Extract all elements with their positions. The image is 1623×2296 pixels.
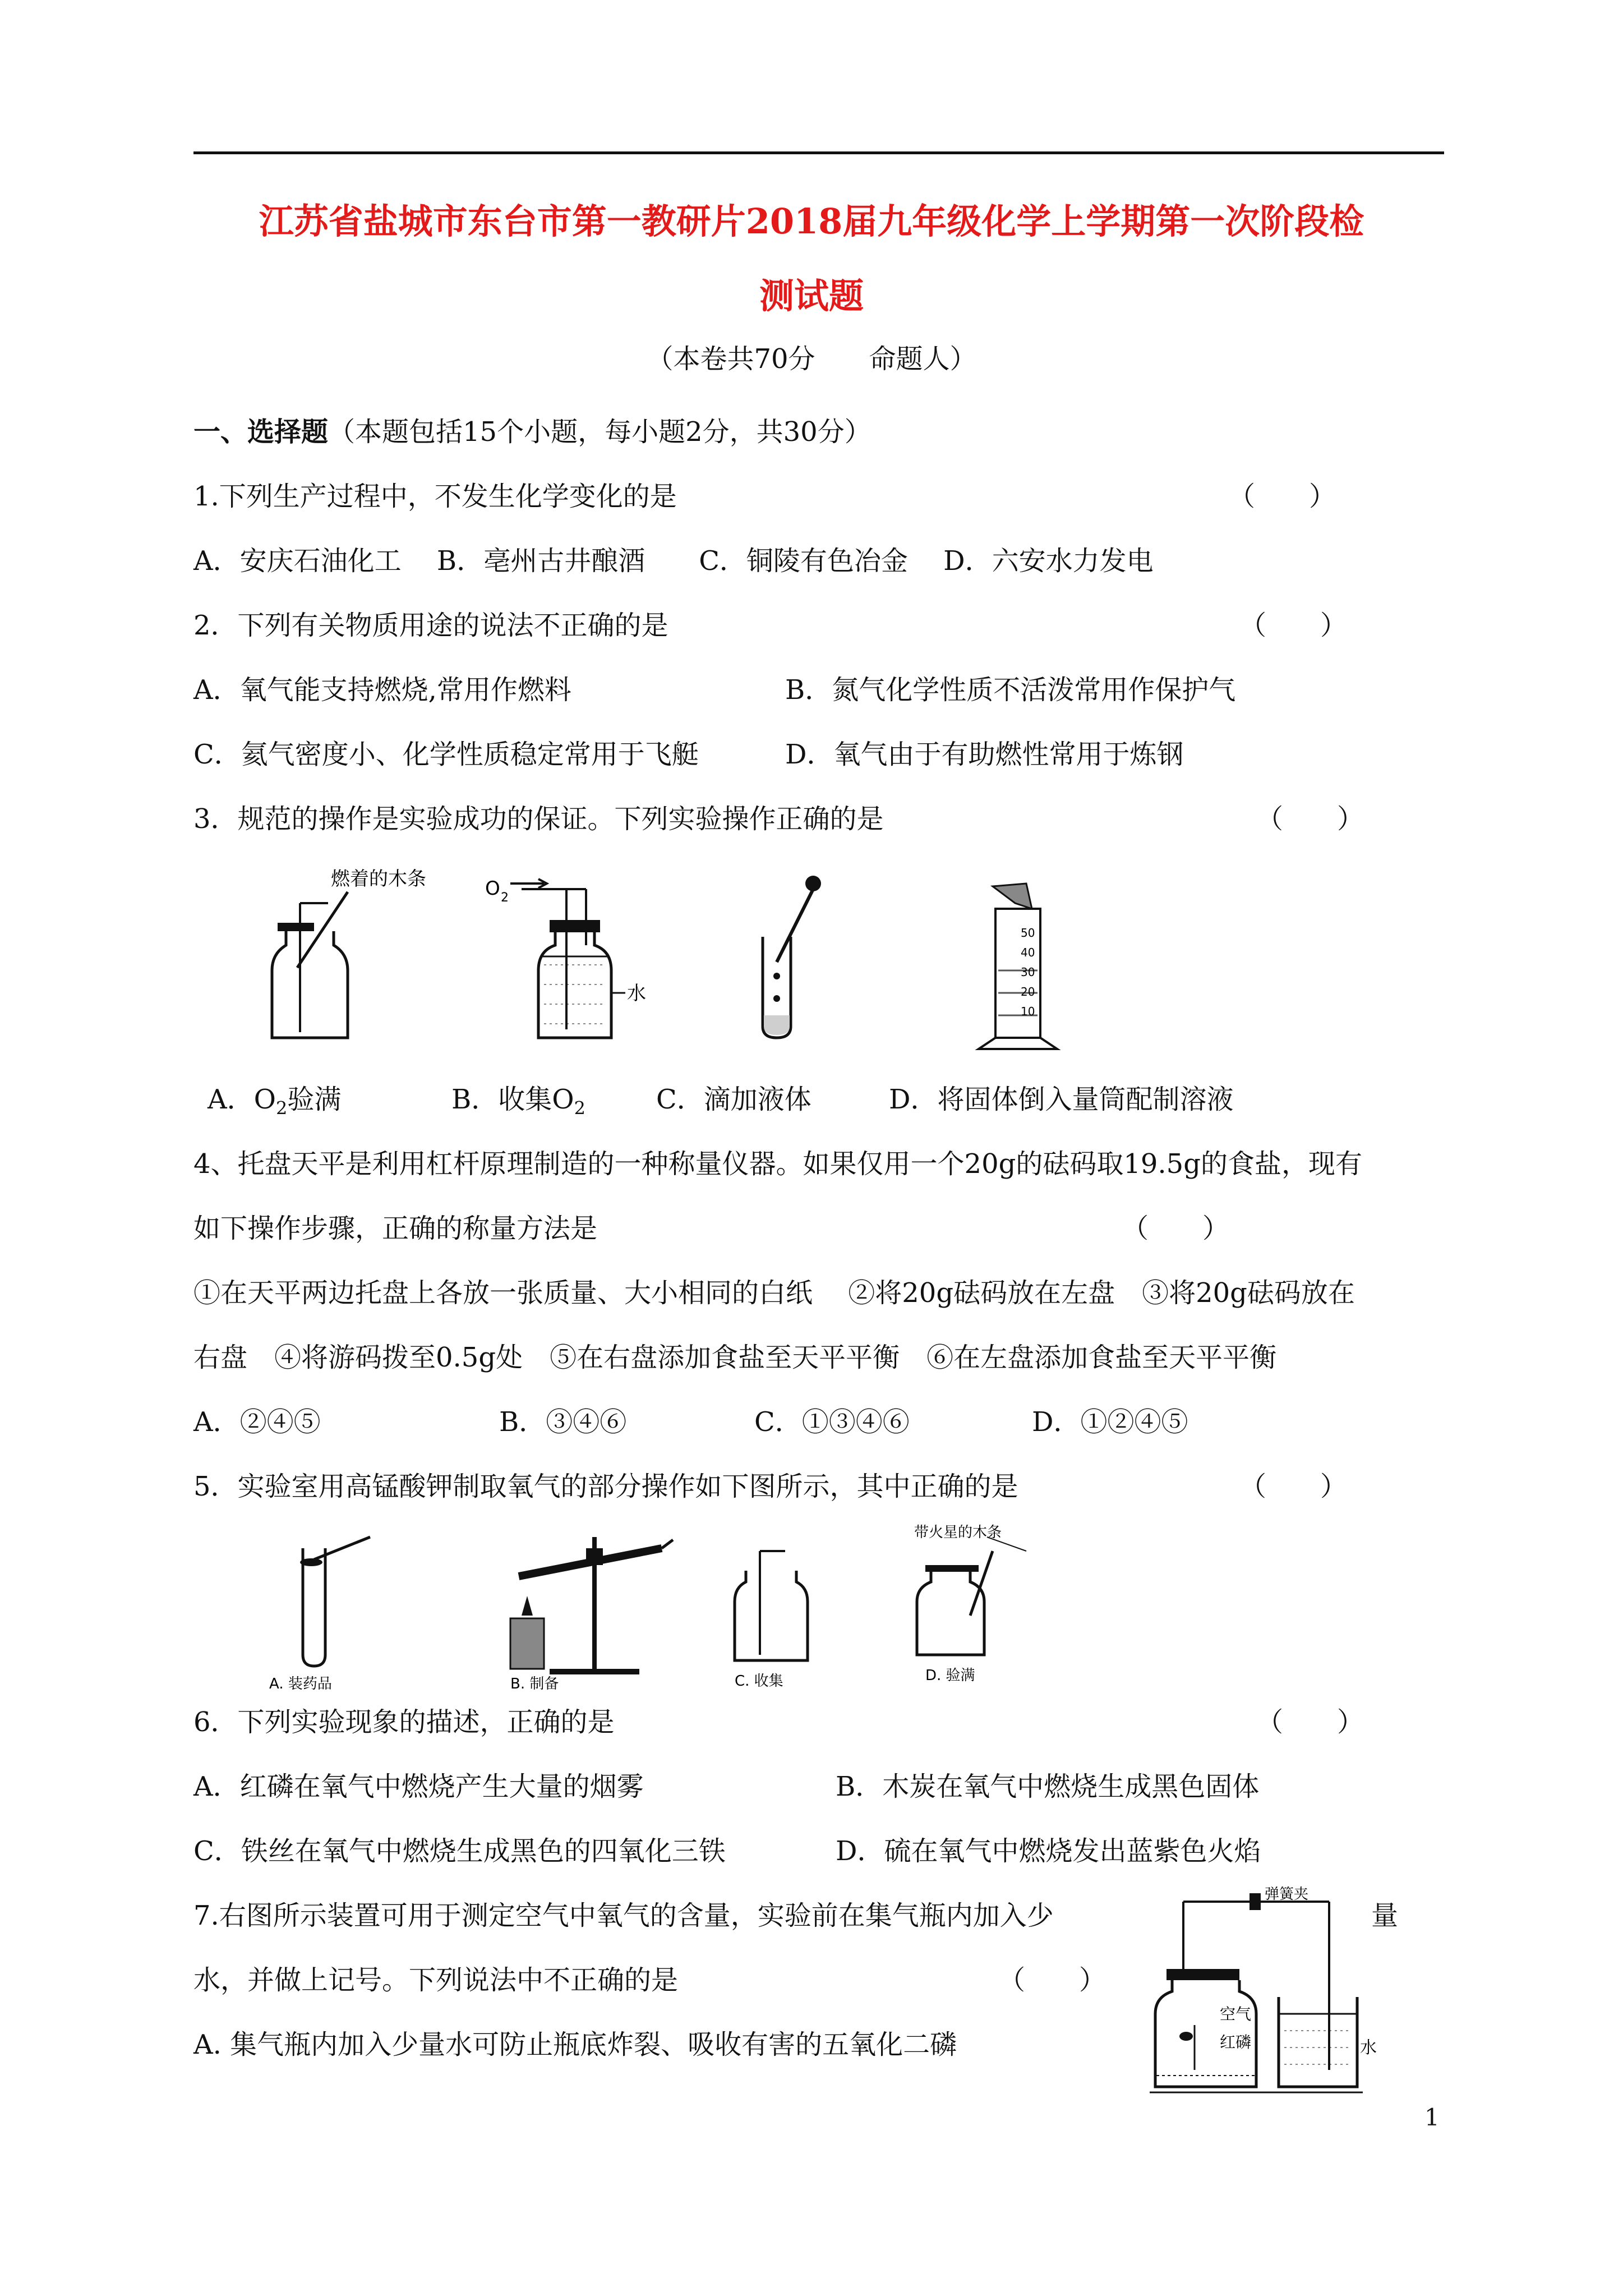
q7-answer-blank[interactable]: （ ） [998, 1964, 1106, 1996]
q3-option-b-sub: 2 [574, 1097, 585, 1119]
q7-fig-phosphorus-label: 红磷 [1220, 2033, 1252, 2051]
q3-fig-d-mark-10: 10 [1021, 1005, 1035, 1018]
q5-figure-d [903, 1520, 1071, 1694]
q3-option-a-sub: 2 [276, 1097, 288, 1119]
q3-fig-b-gas: O [485, 877, 500, 900]
q5-stem: 5．实验室用高锰酸钾制取氧气的部分操作如下图所示，其中正确的是 [193, 1471, 1018, 1502]
q7-fig-clip-label: 弹簧夹 [1265, 1886, 1309, 1903]
q3-option-c: C．滴加液体 [656, 1084, 811, 1115]
q3-figure-c [751, 864, 836, 1043]
q4-option-d: D．①②④⑤ [1032, 1406, 1188, 1438]
q6-option-a: A．红磷在氧气中燃烧产生大量的烟雾 [193, 1771, 644, 1802]
section-heading [193, 415, 872, 449]
q3-option-a-post: 验满 [287, 1084, 342, 1115]
q5-caption-a: A. 装药品 [269, 1676, 332, 1692]
q4-stem-line2: 如下操作步骤，正确的称量方法是 [193, 1213, 598, 1244]
q6-option-b: B．木炭在氧气中燃烧生成黑色固体 [836, 1771, 1260, 1802]
q7-fig-water-label: 水 [1360, 2038, 1377, 2058]
header-rule [193, 151, 1444, 154]
q3-fig-b-water: 水 [627, 982, 646, 1005]
q3-figure-a [264, 864, 426, 1043]
q6-stem: 6．下列实验现象的描述，正确的是 [193, 1706, 615, 1738]
section-heading-bold: 一、选择题 [193, 416, 329, 448]
q3-option-d: D．将固体倒入量筒配制溶液 [889, 1084, 1234, 1115]
q5-figure-c [729, 1543, 841, 1694]
q7-stem-line1: 7.右图所示装置可用于测定空气中氧气的含量，实验前在集气瓶内加入少 [193, 1900, 1054, 1931]
q6-answer-blank[interactable]: （ ） [1256, 1706, 1364, 1738]
page-title-line1: 江苏省盐城市东台市第一教研片2018届九年级化学上学期第一次阶段检 [259, 201, 1364, 242]
subtitle: （本卷共70分 命题人） [646, 343, 977, 375]
q6-option-c: C．铁丝在氧气中燃烧生成黑色的四氧化三铁 [193, 1835, 726, 1867]
q7-stem-line1-end: 量 [1371, 1900, 1399, 1931]
q3-fig-a-label: 燃着的木条 [331, 868, 426, 890]
q2-option-a: A．氧气能支持燃烧,常用作燃料 [193, 674, 571, 706]
q3-fig-b-gas-sub: 2 [501, 891, 509, 905]
q3-answer-blank[interactable]: （ ） [1256, 803, 1364, 835]
page-title-line2: 测试题 [759, 275, 864, 316]
q4-answer-blank[interactable]: （ ） [1122, 1213, 1230, 1244]
q4-option-a: A．②④⑤ [193, 1406, 321, 1438]
q4-option-b: B．③④⑥ [499, 1406, 627, 1438]
q3-figure-b [482, 867, 646, 1046]
q2-option-c: C．氦气密度小、化学性质稳定常用于飞艇 [193, 739, 699, 770]
q1-answer-blank[interactable]: （ ） [1228, 481, 1336, 512]
q5-answer-blank[interactable]: （ ） [1239, 1471, 1348, 1502]
q5-figure-a [264, 1526, 393, 1694]
q3-fig-d-mark-30: 30 [1021, 965, 1035, 979]
q7-stem-line2: 水，并做上记号。下列说法中不正确的是 [193, 1964, 679, 1996]
q3-option-b [451, 1083, 585, 1125]
q4-steps-line1: ①在天平两边托盘上各放一张质量、大小相同的白纸 ②将20g砝码放在左盘 ③将20g砝码放在 [193, 1277, 1355, 1309]
q5-caption-b: B. 制备 [510, 1676, 559, 1692]
q5-fig-d-label: 带火星的木条 [914, 1524, 1002, 1541]
q7-option-a: A. 集气瓶内加入少量水可防止瓶底炸裂、吸收有害的五氧化二磷 [193, 2029, 957, 2060]
q3-option-b-pre: B．收集O [451, 1084, 574, 1115]
q4-option-c: C．①③④⑥ [754, 1406, 910, 1438]
q3-stem: 3．规范的操作是实验成功的保证。下列实验操作正确的是 [193, 803, 884, 835]
q5-caption-d: D. 验满 [925, 1667, 975, 1684]
q1-options: A．安庆石油化工 B．亳州古井酿酒 C．铜陵有色冶金 D．六安水力发电 [193, 545, 1154, 577]
q6-option-d: D．硫在氧气中燃烧发出蓝紫色火焰 [836, 1835, 1261, 1867]
q7-figure [1144, 1885, 1377, 2098]
q2-option-b: B．氮气化学性质不活泼常用作保护气 [785, 674, 1236, 706]
q5-figure-b [471, 1520, 684, 1694]
page-number: 1 [1424, 2104, 1440, 2131]
q3-option-a [208, 1083, 341, 1125]
q3-fig-d-mark-20: 20 [1021, 985, 1035, 999]
q7-fig-air-label: 空气 [1220, 2005, 1252, 2023]
q3-option-a-pre: A．O [208, 1084, 276, 1115]
section-note: （本题包括15个小题，每小题2分，共30分） [328, 416, 872, 448]
q5-caption-c: C. 收集 [735, 1673, 783, 1690]
q2-answer-blank[interactable]: （ ） [1239, 610, 1348, 641]
q3-fig-d-mark-50: 50 [1021, 926, 1035, 940]
q4-stem-line1: 4、托盘天平是利用杠杆原理制造的一种称量仪器。如果仅用一个20g的砝码取19.5g的食盐，现有 [193, 1148, 1362, 1180]
q3-figure-d [965, 881, 1077, 1060]
q2-stem: 2．下列有关物质用途的说法不正确的是 [193, 610, 668, 641]
q4-steps-line2: 右盘 ④将游码拨至0.5g处 ⑤在右盘添加食盐至天平平衡 ⑥在左盘添加食盐至天平平衡 [193, 1342, 1277, 1373]
q2-option-d: D．氧气由于有助燃性常用于炼钢 [785, 739, 1184, 770]
q3-fig-d-mark-40: 40 [1021, 946, 1035, 959]
q1-stem: 1.下列生产过程中，不发生化学变化的是 [193, 481, 677, 512]
